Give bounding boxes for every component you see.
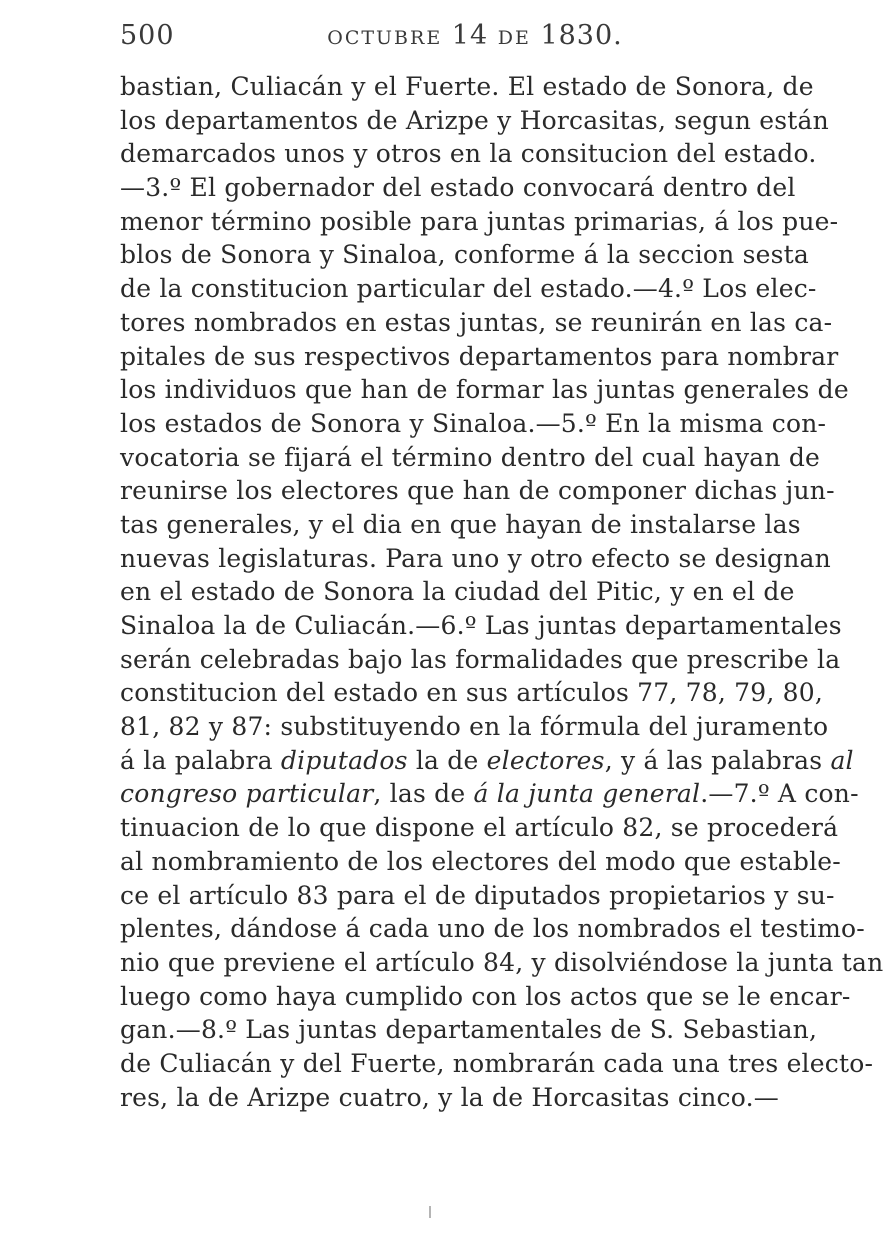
text-line [120,542,831,576]
italic-text: electores [486,745,605,775]
text-segment: .—7.º A con- [700,779,859,809]
text-segment: serán celebradas bajo las formalidades que prescribe la [120,644,841,674]
text-segment: los estados de Sonora y Sinaloa.—5.º En la misma con- [120,408,827,438]
text-line [120,1047,874,1081]
text-line [120,104,829,138]
text-segment: blos de Sonora y Sinaloa, conforme á la seccion sesta [120,240,810,270]
text-segment: gan.—8.º Las juntas departamentales de S. Sebastian, [120,1015,818,1045]
print-mark [429,1206,431,1218]
text-line [120,575,795,609]
running-head-month: OCTUBRE [327,27,443,49]
text-line [120,306,833,340]
text-line [120,744,854,778]
text-segment: luego como haya cumplido con los actos que se le encar- [120,981,851,1011]
running-head-day: 14 [451,20,489,51]
text-segment: —3.º El gobernador del estado convocará dentro del [120,173,796,203]
text-line [120,845,841,879]
text-segment: á la palabra [120,745,281,775]
text-segment: bastian, Culiacán y el Fuerte. El estado de Sonora, de [120,72,814,101]
text-segment: menor término posible para juntas primarias, á los pue- [120,206,839,236]
text-line [120,1013,818,1047]
text-line [120,879,835,913]
text-segment: los individuos que han de formar las juntas generales de [120,375,849,405]
text-line [120,710,829,744]
text-segment: plentes, dándose á cada uno de los nombrados el testimo- [120,914,865,944]
text-segment: vocatoria se fijará el término dentro del cual hayan de [120,442,821,472]
text-segment: demarcados unos y otros en la consitucion del estado. [120,139,817,169]
running-head-date [230,20,720,51]
text-segment: constitucion del estado en sus artículos 77, 78, 79, 80, [120,678,824,708]
text-line [120,474,835,508]
text-segment: en el estado de Sonora la ciudad del Pitic, y en el de [120,577,795,607]
text-line [120,137,817,171]
text-segment: nio que previene el artículo 84, y disolviéndose la junta tan [120,947,883,977]
text-line [120,643,841,677]
text-segment: reunirse los electores que han de componer dichas jun- [120,476,835,506]
text-segment: nuevas legislaturas. Para uno y otro efecto se designan [120,543,831,573]
text-segment: al nombramiento de los electores del modo que estable- [120,846,841,876]
text-line [120,407,827,441]
text-line [120,373,849,407]
text-segment: res, la de Arizpe cuatro, y la de Horcasitas cinco.— [120,1082,779,1112]
italic-text: á la junta general [473,779,701,809]
running-head-de: DE [497,27,531,49]
text-segment: , y á las palabras [604,745,831,775]
text-line [120,1081,779,1115]
text-line [120,205,839,239]
text-segment: tinuacion de lo que dispone el artículo 82, se procederá [120,813,839,843]
text-line [120,340,839,374]
text-line [120,441,821,475]
text-line [120,171,796,205]
text-segment: ce el artículo 83 para el de diputados propietarios y su- [120,880,835,910]
text-segment: 81, 82 y 87: substituyendo en la fórmula del juramento [120,712,829,742]
text-segment: de la constitucion particular del estado.—4.º Los elec- [120,274,817,304]
italic-text: congreso particular [120,779,374,809]
text-line [120,811,839,845]
text-segment: , las de [373,779,474,809]
italic-text: al [830,745,854,775]
running-head-year: 1830. [540,20,623,51]
text-segment: pitales de sus respectivos departamentos para nombrar [120,341,839,371]
text-line [120,70,814,104]
text-segment: tas generales, y el dia en que hayan de instalarse las [120,509,801,539]
italic-text: diputados [280,745,408,775]
text-segment: los departamentos de Arizpe y Horcasitas, segun están [120,105,829,135]
text-line [120,508,801,542]
body-text [120,70,883,1114]
text-line [120,238,810,272]
text-line [120,272,817,306]
text-line [120,980,851,1014]
page-header [120,20,720,54]
page-number: 500 [120,20,175,51]
text-line [120,609,842,643]
text-segment: de Culiacán y del Fuerte, nombrarán cada una tres electo- [120,1048,874,1078]
text-line [120,676,824,710]
text-line [120,946,883,980]
text-line [120,912,865,946]
text-segment: la de [407,745,487,775]
text-line [120,777,859,811]
text-segment: Sinaloa la de Culiacán.—6.º Las juntas departamentales [120,611,842,640]
text-segment: tores nombrados en estas juntas, se reunirán en las ca- [120,307,833,337]
